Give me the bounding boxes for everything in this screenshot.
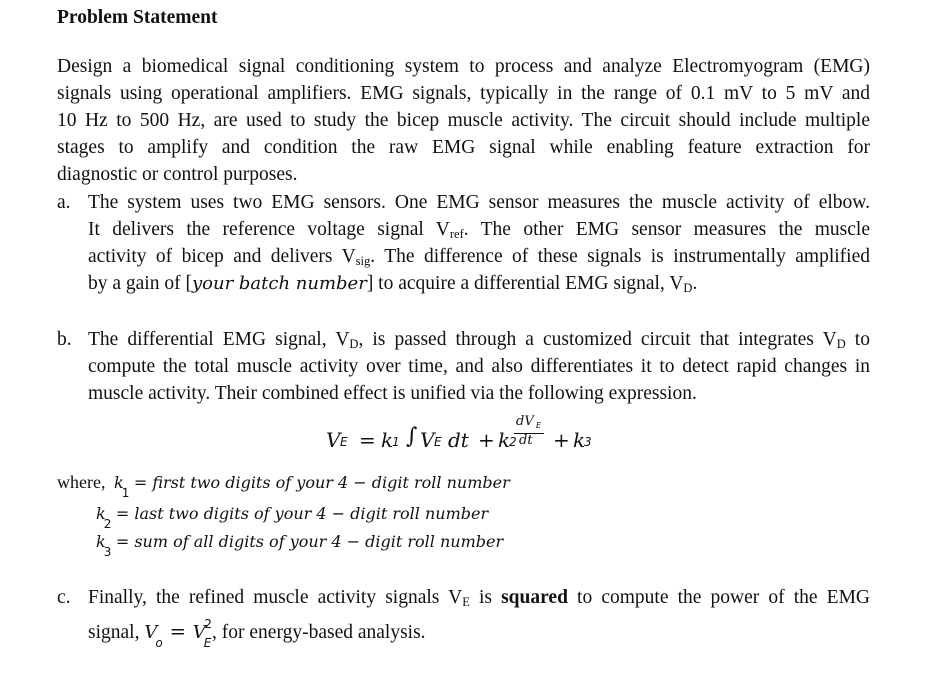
- part-c-line-2: signal, $V_o = V_E^2$, for energy-based analysis.: [88, 617, 426, 650]
- part-c-line-1: Finally, the refined muscle activity signals $V_E$ is squared to compute the power of the EMG: [88, 587, 871, 609]
- vref-subscript: ref: [449, 227, 464, 241]
- intro-line-2: signals using operational amplifiers. EMG signals, typically in the range of 0.1 mV to 5 mV and: [57, 83, 870, 104]
- part-c-marker: c.: [57, 587, 71, 608]
- part-a-line-2: It delivers the reference voltage signal $V_{ref}$. The other EMG sensor measures the muscle: [88, 219, 870, 241]
- intro-line-4: stages to amplify and condition the raw EMG signal while enabling feature extraction for: [57, 137, 870, 158]
- definition-k3: $k_3$ = sum of all digits of your 4 − digit roll number: [96, 532, 504, 559]
- vsig-subscript: sig: [355, 254, 371, 268]
- intro-line-5: diagnostic or control purposes.: [57, 164, 298, 185]
- page-title: Problem Statement: [57, 7, 218, 28]
- intro-line-3: 10 Hz to 500 Hz, are used to study the bicep muscle activity. The circuit should include multiple: [57, 110, 870, 131]
- part-a-line-1: The system uses two EMG sensors. One EMG sensor measures the muscle activity of elbow.: [88, 192, 870, 213]
- definition-k2: $k_2$ = last two digits of your 4 − digit roll number: [96, 504, 489, 531]
- part-a-line-3: activity of bicep and delivers $V_{sig}$. The difference of these signals is instrumentally amplified: [88, 246, 870, 268]
- emg-equation: V E = k 1 ∫ V E dt + k 2 dV E dt + k 3: [326, 414, 592, 452]
- part-a-marker: a.: [57, 192, 71, 213]
- part-b-line-1: The differential EMG signal, $V_D$, is passed through a customized circuit that integrates $V_D$ to: [88, 329, 870, 351]
- part-b-marker: b.: [57, 329, 72, 350]
- integral-sign: ∫: [406, 424, 418, 449]
- part-b-line-2: compute the total muscle activity over time, and also differentiates it to detect rapid changes in: [88, 356, 870, 377]
- part-a-line-4: by a gain of [your batch number] to acquire a differential EMG signal, $V_D$.: [88, 273, 698, 295]
- batch-number-placeholder: your batch number: [191, 273, 367, 294]
- intro-line-1: Design a biomedical signal conditioning system to process and analyze Electromyogram (EMG): [57, 56, 870, 77]
- part-b-line-3: muscle activity. Their combined effect is unified via the following expression.: [88, 383, 697, 404]
- definition-k1: where, $k_1$ = first two digits of your 4 − digit roll number: [57, 472, 510, 500]
